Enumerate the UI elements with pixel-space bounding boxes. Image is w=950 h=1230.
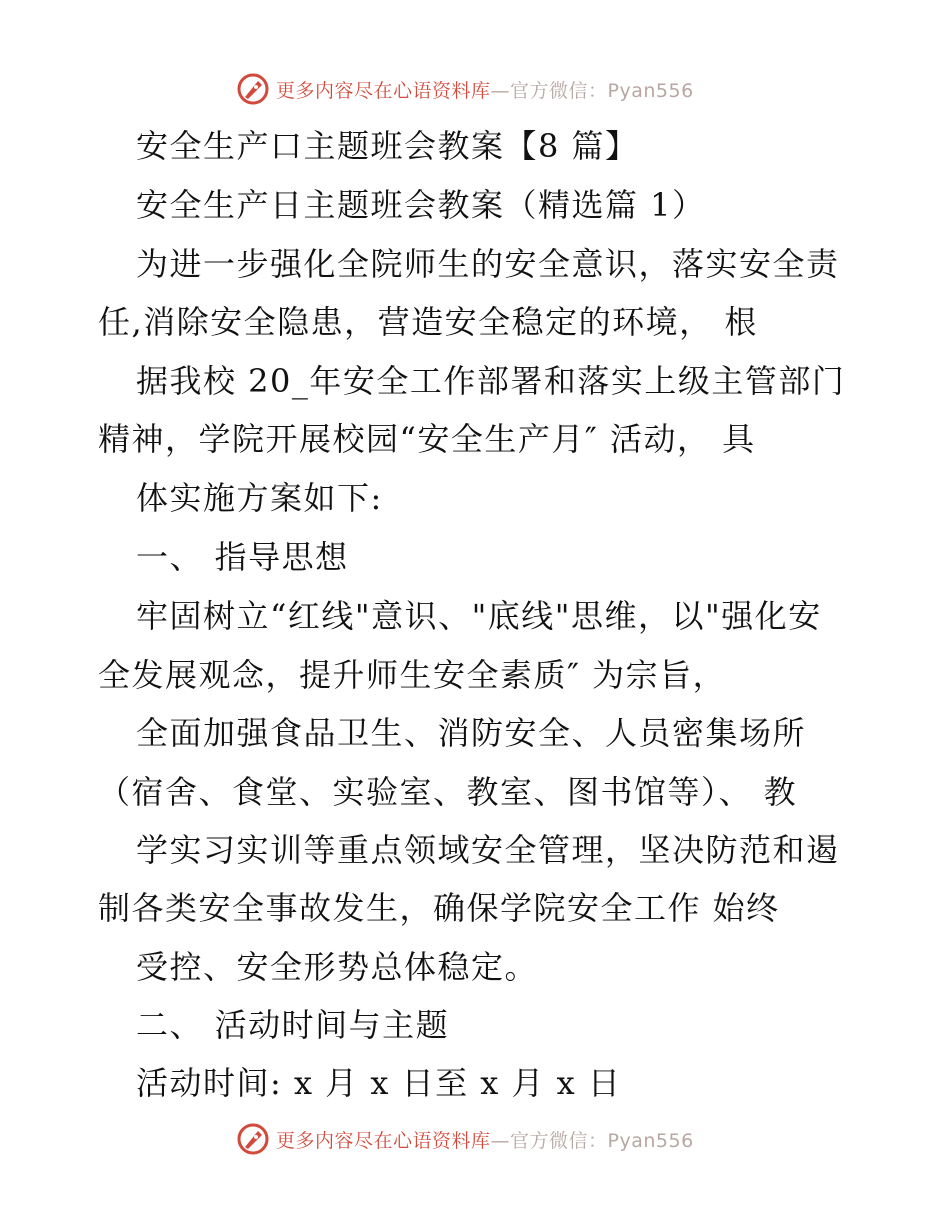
paragraph-line: 制各类安全事故发生，确保学院安全工作 始终 — [98, 889, 780, 927]
doc-title: 安全生产口主题班会教案【8 篇】 — [136, 127, 639, 165]
watermark-header — [236, 72, 716, 106]
watermark-id: Pyan556 — [607, 79, 694, 102]
paragraph-line: 全发展观念，提升师生安全素质″ 为宗旨， — [98, 656, 727, 694]
paragraph-line: 为进一步强化全院师生的安全意识，落实安全责 — [136, 245, 840, 283]
watermark-brand: 更多内容尽在心语资料库 — [276, 79, 491, 102]
watermark-id: Pyan556 — [607, 1129, 694, 1152]
pen-nib-circle-icon — [236, 72, 270, 106]
paragraph-line: 受控、安全形势总体稳定。 — [136, 948, 539, 986]
watermark-label: 官方微信： — [510, 1129, 608, 1152]
section-heading: 一、 指导思想 — [136, 538, 349, 576]
watermark-dash: — — [490, 1129, 511, 1152]
pen-nib-circle-icon — [236, 1122, 270, 1156]
paragraph-line: 据我校 20_年安全工作部署和落实上级主管部门 — [136, 362, 846, 400]
paragraph-line: 体实施方案如下: — [136, 479, 383, 517]
watermark-footer — [236, 1122, 716, 1156]
paragraph-line: 牢固树立“红线"意识、"底线"思维，以"强化安 — [136, 597, 822, 635]
watermark-label: 官方微信： — [510, 79, 608, 102]
paragraph-line: （宿舍、食堂、实验室、教室、图书馆等）、 教 — [98, 773, 798, 811]
watermark-brand: 更多内容尽在心语资料库 — [276, 1129, 491, 1152]
paragraph-line: 活动时间: x 月 x 日至 x 月 x 日 — [136, 1064, 622, 1102]
paragraph-line: 全面加强食品卫生、消防安全、人员密集场所 — [136, 714, 807, 752]
doc-subtitle: 安全生产日主题班会教案（精选篇 1） — [136, 186, 706, 224]
paragraph-line: 学实习实训等重点领域安全管理，坚决防范和遏 — [136, 831, 840, 869]
watermark-dash: — — [490, 79, 511, 102]
paragraph-line: 精神，学院开展校园“安全生产月″ 活动， 具 — [98, 420, 756, 458]
section-heading: 二、 活动时间与主题 — [136, 1006, 450, 1044]
paragraph-line: 任,消除安全隐患，营造安全稳定的环境， 根 — [98, 303, 758, 341]
